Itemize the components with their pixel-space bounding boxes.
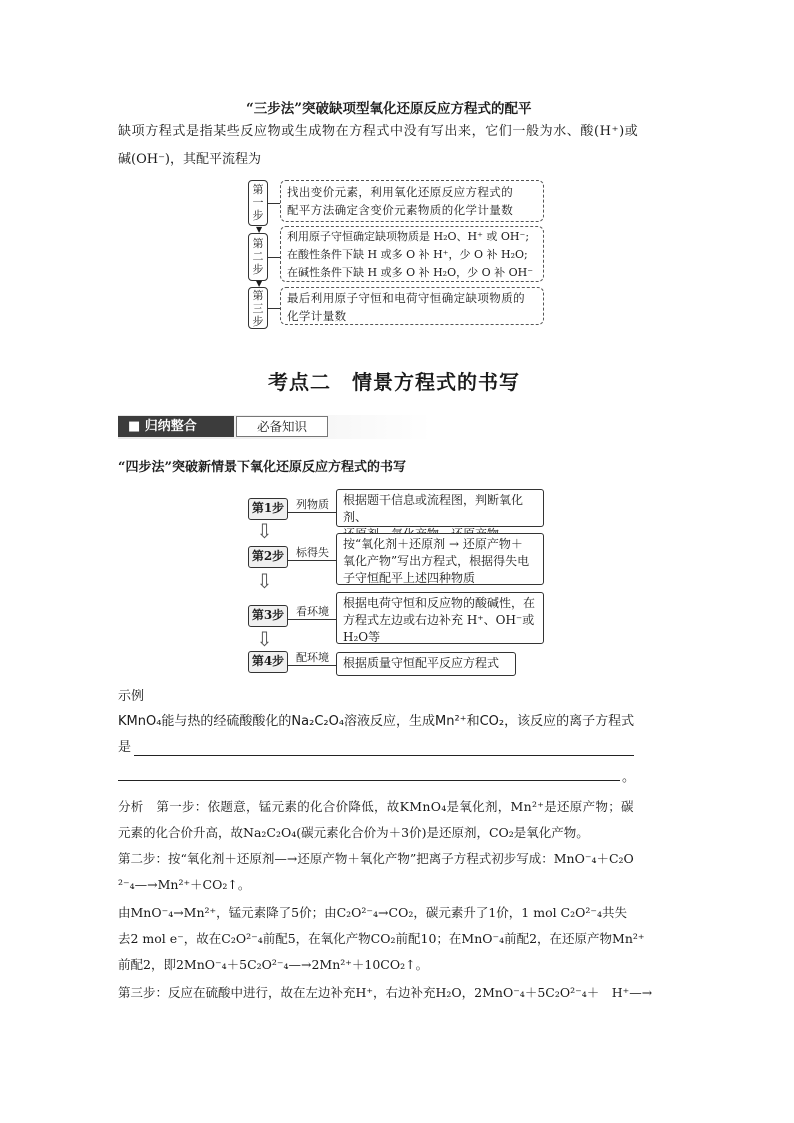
step-3-line-1: 最后利用原子守恒和电荷守恒确定缺项物质的 [287,291,525,305]
analysis-line-5: 由MnO⁻₄→Mn²⁺，锰元素降了5价；由C₂O²⁻₄→CO₂，碳元素升了1价，1 mol C₂O²⁻₄共失 [118,905,628,920]
step4-label-1: 第1步 [248,498,288,520]
step4-4-line-1: 根据质量守恒配平反应方程式 [343,656,500,670]
step-box-3 [280,287,544,325]
step4-1-line-1: 根据题干信息或流程图，判断氧化剂、 [343,493,524,524]
step4-label-3: 第3步 [248,605,288,627]
step-label-1: 第一步 [248,180,268,226]
connector-line [268,257,280,258]
example-question-line-2: 是 [118,740,132,755]
step4-action-1: 列物质 [296,498,329,511]
step4-3-line-2: 方程式左边或右边补充 H⁺、OH⁻或 [343,613,535,627]
intro-line-1: 缺项方程式是指某些反应物或生成物在方程式中没有写出来，它们一般为水、酸(H⁺)或 [118,124,639,139]
answer-end-mark: 。 [622,770,636,785]
step4-box-2 [336,533,544,585]
hollow-arrow-down-icon: ⇩ [256,627,273,651]
connector-line [288,512,336,513]
step4-box-4 [336,652,516,676]
step4-2-line-1: 按“氧化剂＋还原剂 → 还原产物＋ [343,537,523,551]
step-label-2: 第二步 [248,233,268,281]
example-label: 示例 [118,689,145,704]
analysis-line-1: 分析 第一步：依题意，锰元素的化合价降低，故KMnO₄是氧化剂，Mn²⁺是还原产物；碳 [118,799,634,814]
step-1-line-2: 配平方法确定含变价元素物质的化学计量数 [287,203,514,217]
banner-left-label: ■ 归纳整合 [118,416,234,437]
step-2-line-1: 利用原子守恒确定缺项物质是 H₂O、H⁺ 或 OH⁻; [287,230,530,243]
analysis-line-7: 前配2，即2MnO⁻₄＋5C₂O²⁻₄—→2Mn²⁺＋10CO₂↑。 [118,957,429,972]
step-box-1 [280,180,544,222]
analysis-line-2: 元素的化合价升高，故Na₂C₂O₄(碳元素化合价为＋3价)是还原剂，CO₂是氧化产物。 [118,825,589,840]
connector-line [268,203,280,204]
analysis-line-3: 第二步：按“氧化剂＋还原剂—→还原产物＋氧化产物”把离子方程式初步写成：MnO⁻₄＋C₂O [118,851,634,866]
analysis-line-6: 去2 mol e⁻，故在C₂O²⁻₄前配5，在氧化产物CO₂前配10；在MnO⁻₄前配2，在还原产物Mn²⁺ [118,931,645,946]
step-2-line-3: 在碱性条件下缺 H 或多 O 补 H₂O，少 O 补 OH⁻ [287,266,534,279]
step4-box-3 [336,592,544,644]
section-heading: 考点二 情景方程式的书写 [268,370,520,394]
step4-action-4: 配环境 [296,651,329,664]
step-1-line-1: 找出变价元素，利用氧化还原反应方程式的 [287,185,514,199]
step-box-2 [280,226,544,282]
connector-line [288,560,336,561]
step4-action-2: 标得失 [296,546,329,559]
knowledge-banner [118,415,431,439]
connector-line [288,665,336,666]
step4-3-line-1: 根据电荷守恒和反应物的酸碱性，在 [343,596,536,610]
step4-3-line-3: H₂O等 [343,630,381,644]
four-step-subtitle: “四步法”突破新情景下氧化还原反应方程式的书写 [118,460,406,475]
step-2-line-2: 在酸性条件下缺 H 或多 O 补 H⁺，少 O 补 H₂O; [287,248,528,261]
section-title-three-step: “三步法”突破缺项型氧化还原反应方程式的配平 [246,101,532,117]
intro-line-2: 碱(OH⁻)，其配平流程为 [118,152,262,167]
hollow-arrow-down-icon: ⇩ [256,519,273,543]
arrow-down-icon: ▼ [256,225,263,234]
step4-box-1 [336,489,544,527]
answer-blank-line-2[interactable] [118,780,620,781]
step4-action-3: 看环境 [296,605,329,618]
analysis-line-8: 第三步：反应在硫酸中进行，故在左边补充H⁺，右边补充H₂O，2MnO⁻₄＋5C₂O²⁻₄＋ H⁺—→ [118,985,653,1000]
step4-label-4: 第4步 [248,651,288,673]
answer-blank-line-1[interactable] [134,755,634,756]
step4-2-line-3: 子守恒配平上述四种物质 [343,571,476,585]
connector-line [288,619,336,620]
hollow-arrow-down-icon: ⇩ [256,569,273,593]
step-label-3: 第三步 [248,287,268,329]
connector-line [268,308,280,309]
arrow-down-icon: ▼ [256,279,263,288]
step4-2-line-2: 氧化产物”写出方程式，根据得失电 [343,554,530,568]
step-3-line-2: 化学计量数 [287,309,347,323]
banner-right-label: 必备知识 [236,416,328,437]
example-question-line-1: KMnO₄能与热的经硫酸酸化的Na₂C₂O₄溶液反应，生成Mn²⁺和CO₂，该反应的离子方程式 [118,714,635,729]
analysis-line-4: ²⁻₄—→Mn²⁺＋CO₂↑。 [118,877,251,892]
step4-label-2: 第2步 [248,546,288,568]
